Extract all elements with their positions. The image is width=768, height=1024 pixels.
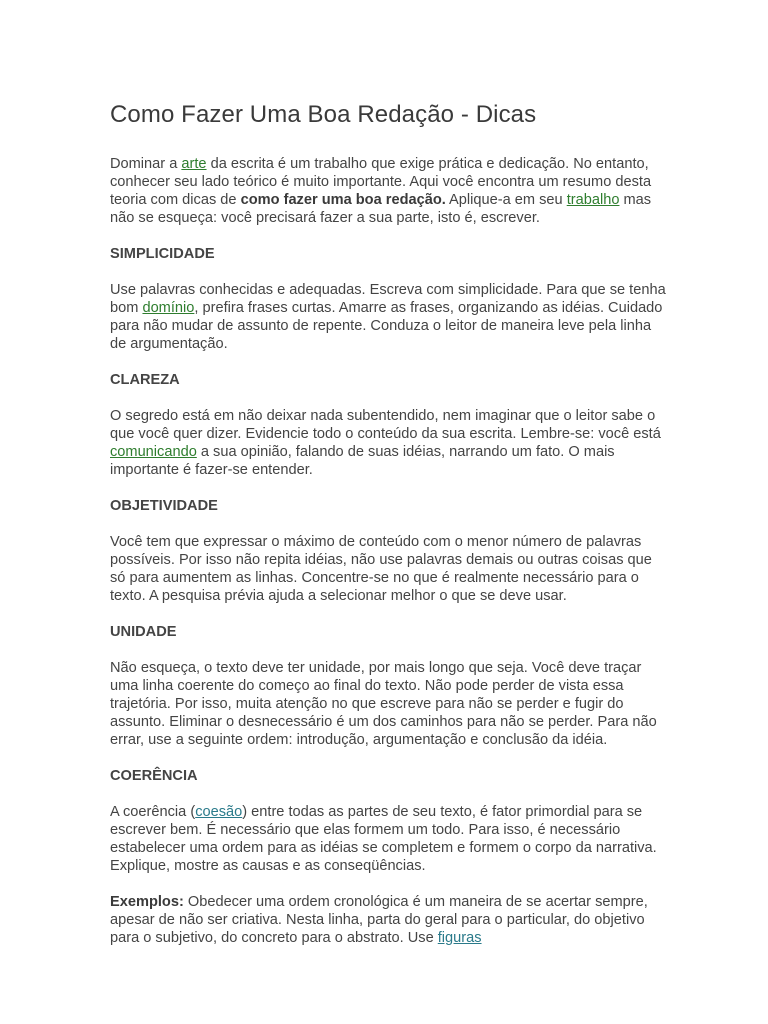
intro-paragraph bbox=[110, 155, 666, 227]
section-heading-simplicidade: SIMPLICIDADE bbox=[110, 246, 215, 262]
unidade-paragraph: Não esqueça, o texto deve ter unidade, por mais longo que seja. Você deve traçar uma linha coerente do começo ao final do texto. Não pode perder de vista essa trajetória. Por isso, muita atenção no que escreve para não se perder e fugir do assunto. Eliminar o desnecessário é um dos caminhos para não se perder. Para não errar, use a seguinte ordem: introdução, argumentação e conclusão da idéia. bbox=[110, 660, 657, 748]
section-heading-objetividade: OBJETIVIDADE bbox=[110, 498, 218, 514]
link-dominio[interactable]: domínio bbox=[142, 300, 195, 316]
page-title: Como Fazer Uma Boa Redação - Dicas bbox=[110, 101, 537, 128]
intro-text-2: da escrita é um trabalho que exige prática e dedicação. No entanto, conhecer seu lado teórico é muito importante. Aqui você encontra um resumo desta teoria com dicas de bbox=[110, 156, 652, 208]
link-comunicando[interactable]: comunicando bbox=[110, 444, 197, 460]
exemplos-label: Exemplos: bbox=[110, 894, 184, 910]
link-coesao[interactable]: coesão bbox=[195, 804, 243, 820]
section-heading-clareza: CLAREZA bbox=[110, 372, 180, 388]
intro-text-3: Aplique-a em seu bbox=[445, 192, 567, 208]
objetividade-paragraph: Você tem que expressar o máximo de conteúdo com o menor número de palavras possíveis. Por isso não repita idéias, não use palavras demais ou outras coisas que só para aumentem as linhas. Concentre-se no que é realmente necessário para o texto. A pesquisa prévia ajuda a selecionar melhor o que se deve usar. bbox=[110, 534, 652, 604]
exemplos-text-1: Obedecer uma ordem cronológica é um maneira de se acertar sempre, apesar de não ser criativa. Nesta linha, parta do geral para o particular, do objetivo para o subjetivo, do concreto para o abstrato. Use bbox=[110, 894, 648, 946]
clareza-paragraph bbox=[110, 407, 666, 479]
exemplos-paragraph bbox=[110, 893, 666, 947]
intro-text-4: mas não se esqueça: você precisará fazer a sua parte, isto é, escrever. bbox=[110, 192, 652, 226]
simplicidade-paragraph bbox=[110, 281, 666, 353]
clareza-text-1: O segredo está em não deixar nada subentendido, nem imaginar que o leitor sabe o que você quer dizer. Evidencie todo o conteúdo da sua escrita. Lembre-se: você está bbox=[110, 408, 661, 442]
section-heading-unidade: UNIDADE bbox=[110, 624, 177, 640]
section-heading-coerencia: COERÊNCIA bbox=[110, 768, 198, 784]
coerencia-text-1: A coerência ( bbox=[110, 804, 196, 820]
simplicidade-text-2: , prefira frases curtas. Amarre as frases, organizando as idéias. Cuidado para não mudar de assunto de repente. Conduza o leitor de maneira leve pela linha de argumentação. bbox=[110, 300, 663, 352]
link-figuras[interactable]: figuras bbox=[437, 930, 482, 946]
link-arte[interactable]: arte bbox=[181, 156, 207, 172]
intro-text-1: Dominar a bbox=[110, 156, 182, 172]
coerencia-paragraph bbox=[110, 803, 666, 875]
simplicidade-text-1: Use palavras conhecidas e adequadas. Escreva com simplicidade. Para que se tenha bom bbox=[110, 282, 666, 316]
clareza-text-2: a sua opinião, falando de suas idéias, narrando um fato. O mais importante é fazer-se entender. bbox=[110, 444, 615, 478]
intro-bold: como fazer uma boa redação. bbox=[240, 192, 446, 208]
document-page bbox=[110, 98, 666, 965]
coerencia-text-2: ) entre todas as partes de seu texto, é fator primordial para se escrever bem. É necessário que elas formem um todo. Para isso, é necessário estabelecer uma ordem para as idéias se completem e formem o corpo da narrativa. Explique, mostre as causas e as conseqüências. bbox=[110, 804, 657, 874]
link-trabalho[interactable]: trabalho bbox=[566, 192, 620, 208]
